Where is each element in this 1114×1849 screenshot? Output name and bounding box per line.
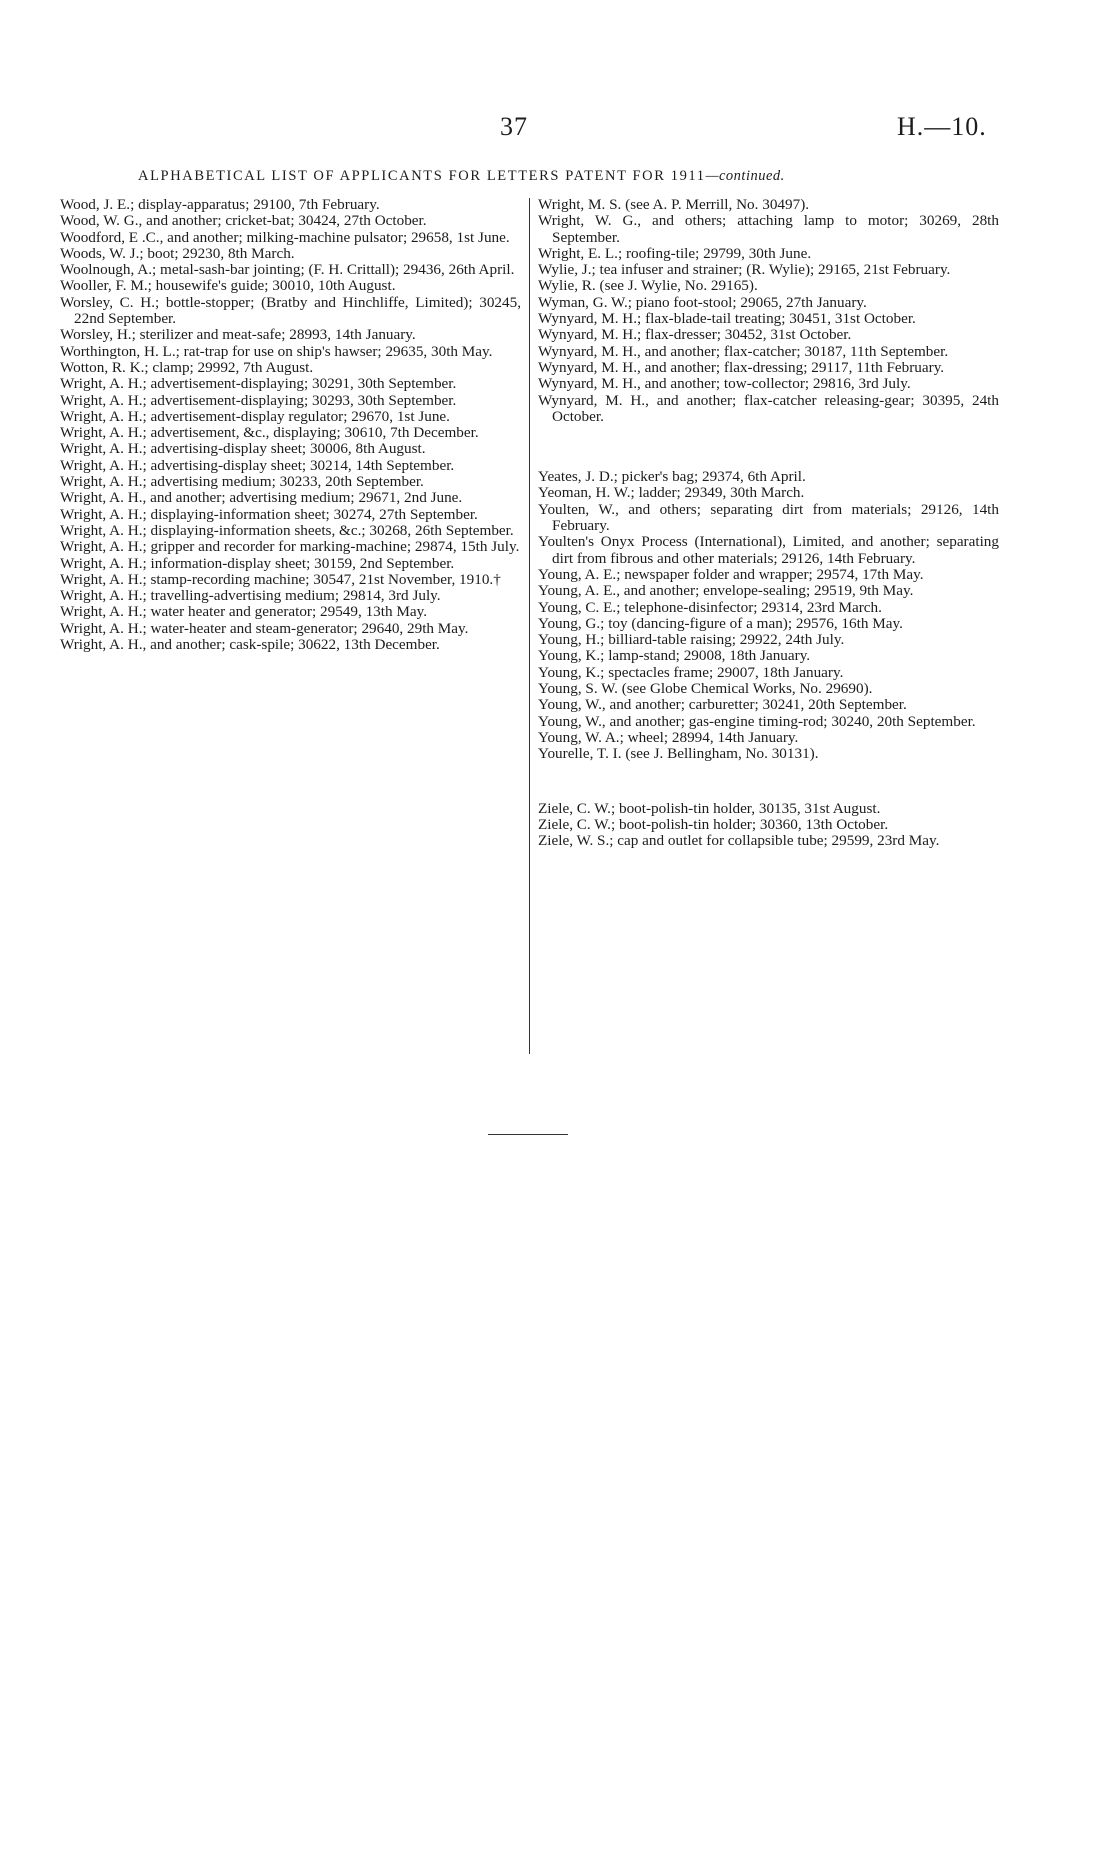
list-entry: Wooller, F. M.; housewife's guide; 30010, 10th August.	[60, 277, 396, 295]
list-entry: Ziele, C. W.; boot-polish-tin holder; 30360, 13th October.	[538, 815, 889, 833]
list-entry: Woodford, E .C., and another; milking-machine pulsator; 29658, 1st June.	[60, 228, 510, 246]
list-entry: Wylie, R. (see J. Wylie, No. 29165).	[538, 277, 758, 295]
list-entry: Wright, A. H.; water-heater and steam-generator; 29640, 29th May.	[60, 619, 469, 637]
section-gap	[538, 763, 999, 801]
list-entry: Young, G.; toy (dancing-figure of a man); 29576, 16th May.	[538, 614, 903, 632]
list-entry: Ziele, W. S.; cap and outlet for collapsible tube; 29599, 23rd May.	[538, 832, 940, 850]
list-entry: Wright, A. H., and another; advertising medium; 29671, 2nd June.	[60, 489, 463, 507]
page-heading	[138, 168, 978, 185]
list-entry: Wright, A. H.; travelling-advertising medium; 29814, 3rd July.	[60, 587, 441, 605]
list-entry: Wynyard, M. H.; flax-blade-tail treating; 30451, 31st October.	[538, 310, 916, 328]
list-entry: Young, A. E.; newspaper folder and wrapper; 29574, 17th May.	[538, 565, 924, 583]
list-entry: Wynyard, M. H., and another; flax-dressing; 29117, 11th February.	[538, 358, 945, 376]
list-entry: Wright, A. H.; information-display sheet; 30159, 2nd September.	[60, 554, 455, 572]
list-entry: Wynyard, M. H.; flax-dresser; 30452, 31st October.	[538, 326, 852, 344]
left-column	[60, 197, 521, 653]
list-entry: Woolnough, A.; metal-sash-bar jointing; (F. H. Crittall); 29436, 26th April.	[60, 261, 515, 279]
list-entry: Wood, W. G., and another; cricket-bat; 30424, 27th October.	[60, 212, 427, 230]
z-entries	[538, 801, 999, 850]
list-entry: Wright, A. H.; advertisement, &c., displaying; 30610, 7th December.	[60, 424, 479, 442]
list-entry: Young, A. E., and another; envelope-sealing; 29519, 9th May.	[538, 582, 914, 600]
list-entry: Young, S. W. (see Globe Chemical Works, No. 29690).	[538, 680, 873, 698]
page-number: 37	[500, 112, 528, 141]
list-entry: Wright, A. H.; advertisement-displaying; 30291, 30th September.	[60, 375, 457, 393]
list-entry: Worsley, H.; sterilizer and meat-safe; 28993, 14th January.	[60, 326, 416, 344]
list-entry: Wyman, G. W.; piano foot-stool; 29065, 27th January.	[538, 293, 867, 311]
list-entry: Wright, A. H.; advertisement-displaying; 30293, 30th September.	[60, 391, 457, 409]
section-gap	[538, 425, 999, 469]
list-entry: Wynyard, M. H., and another; flax-catcher releasing-gear; 30395, 24th October.	[538, 391, 999, 425]
list-entry: Wood, J. E.; display-apparatus; 29100, 7th February.	[60, 196, 380, 213]
list-entry: Wright, A. H.; displaying-information sheet; 30274, 27th September.	[60, 505, 478, 523]
column-divider	[529, 198, 530, 1054]
list-entry: Wright, A. H.; advertising medium; 30233, 20th September.	[60, 473, 424, 491]
heading-continued: —continued.	[705, 168, 785, 184]
list-entry: Yeates, J. D.; picker's bag; 29374, 6th April.	[538, 468, 806, 486]
list-entry: Wright, A. H.; displaying-information sheets, &c.; 30268, 26th September.	[60, 521, 514, 539]
list-entry: Young, C. E.; telephone-disinfector; 29314, 23rd March.	[538, 598, 882, 616]
list-entry: Wright, A. H.; stamp-recording machine; 30547, 21st November, 1910.†	[60, 570, 501, 588]
list-entry: Young, K.; spectacles frame; 29007, 18th January.	[538, 663, 844, 681]
list-entry: Wotton, R. K.; clamp; 29992, 7th August.	[60, 358, 314, 376]
list-entry: Young, W. A.; wheel; 28994, 14th January.	[538, 728, 799, 746]
heading-title: ALPHABETICAL LIST OF APPLICANTS FOR LETTERS PATENT FOR 1911	[138, 168, 706, 184]
list-entry: Wright, A. H., and another; cask-spile; 30622, 13th December.	[60, 636, 440, 654]
list-entry: Wright, A. H.; water heater and generator; 29549, 13th May.	[60, 603, 428, 621]
list-entry: Wright, M. S. (see A. P. Merrill, No. 30497).	[538, 196, 810, 213]
list-entry: Worsley, C. H.; bottle-stopper; (Bratby and Hinchliffe, Limited); 30245, 22nd September.	[60, 293, 521, 328]
list-entry: Wright, E. L.; roofing-tile; 29799, 30th June.	[538, 244, 812, 262]
list-entry: Wright, W. G., and others; attaching lamp to motor; 30269, 28th September.	[538, 212, 999, 246]
list-entry: Ziele, C. W.; boot-polish-tin holder, 30135, 31st August.	[538, 799, 881, 817]
list-entry: Wright, A. H.; advertisement-display regulator; 29670, 1st June.	[60, 407, 450, 425]
list-entry: Woods, W. J.; boot; 29230, 8th March.	[60, 244, 295, 262]
list-entry: Worthington, H. L.; rat-trap for use on ship's hawser; 29635, 30th May.	[60, 342, 493, 360]
list-entry: Wynyard, M. H., and another; tow-collector; 29816, 3rd July.	[538, 375, 911, 393]
list-entry: Youlten, W., and others; separating dirt from materials; 29126, 14th February.	[538, 500, 999, 535]
list-entry: Wynyard, M. H., and another; flax-catcher; 30187, 11th September.	[538, 342, 949, 360]
list-entry: Youlten's Onyx Process (International), Limited, and another; separating dirt from fibrous and other materials; 29126, 14th February.	[538, 533, 999, 567]
right-column	[538, 197, 999, 849]
list-entry: Young, K.; lamp-stand; 29008, 18th January.	[538, 647, 811, 665]
end-rule	[488, 1134, 568, 1135]
list-entry: Young, W., and another; carburetter; 30241, 20th September.	[538, 696, 907, 714]
document-reference: H.—10.	[897, 112, 987, 141]
list-entry: Wright, A. H.; gripper and recorder for marking-machine; 29874, 15th July.	[60, 538, 520, 556]
list-entry: Young, W., and another; gas-engine timing-rod; 30240, 20th September.	[538, 712, 976, 730]
list-entry: Wright, A. H.; advertising-display sheet; 30214, 14th September.	[60, 456, 455, 474]
w-entries	[538, 197, 999, 425]
list-entry: Wright, A. H.; advertising-display sheet; 30006, 8th August.	[60, 440, 426, 458]
list-entry: Wylie, J.; tea infuser and strainer; (R. Wylie); 29165, 21st February.	[538, 261, 951, 279]
list-entry: Yeoman, H. W.; ladder; 29349, 30th March.	[538, 484, 805, 502]
y-entries	[538, 469, 999, 762]
list-entry: Yourelle, T. I. (see J. Bellingham, No. 30131).	[538, 745, 819, 763]
list-entry: Young, H.; billiard-table raising; 29922, 24th July.	[538, 631, 845, 649]
